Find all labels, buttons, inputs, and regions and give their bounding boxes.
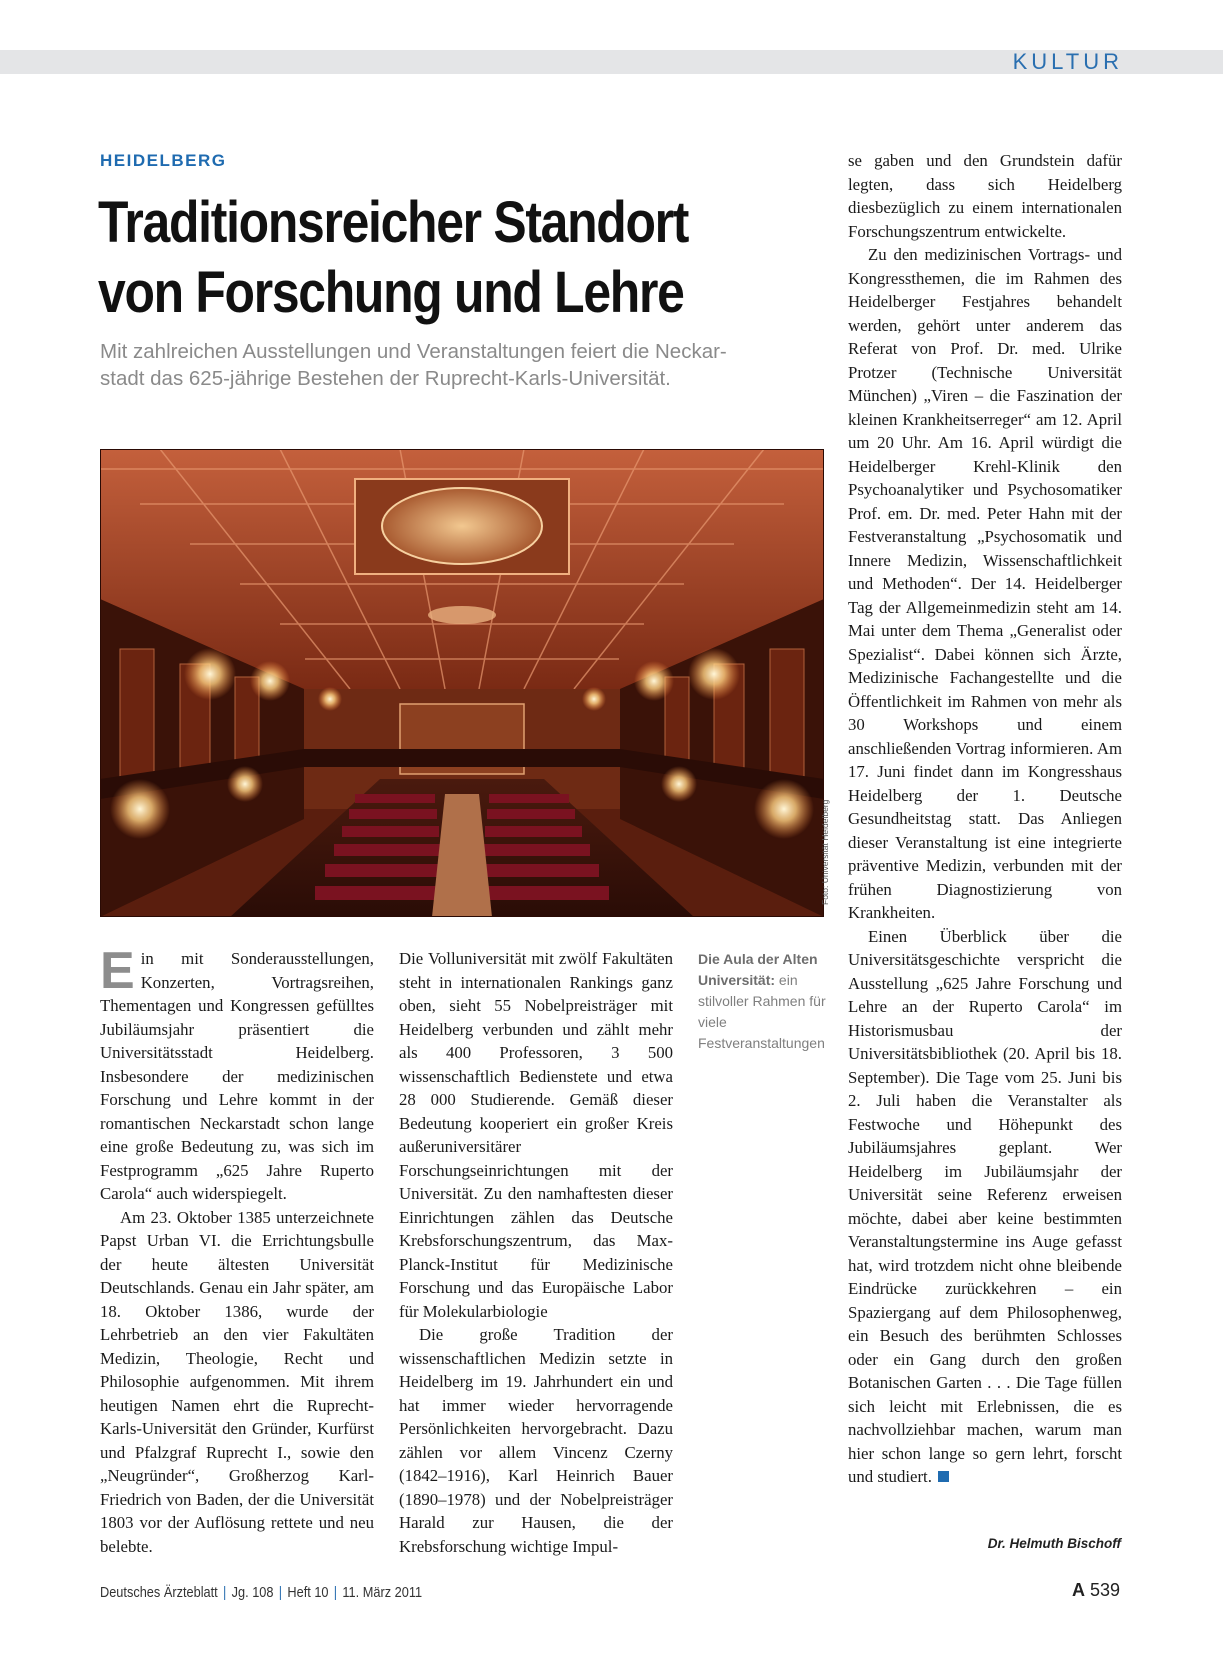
photo-credit: Foto: Universität Heidelberg	[820, 799, 830, 905]
article-headline	[98, 188, 717, 328]
deck-line: stadt das 625-jährige Bestehen der Ruprecht-Karls-Universität.	[100, 367, 671, 390]
body-column-3	[848, 149, 1122, 1489]
caption-text: ein stilvoller Rahmen für viele Festveranstaltungen	[698, 972, 826, 1051]
headline-line: von Forschung und Lehre	[98, 260, 684, 325]
body-paragraph	[100, 942, 374, 1206]
footer-date: 11. März 2011	[342, 1585, 423, 1601]
footer-separator: |	[278, 1585, 283, 1601]
page-number	[1072, 1580, 1120, 1601]
page-number-value: 539	[1089, 1580, 1120, 1600]
body-column-2	[399, 947, 673, 1558]
photo-caption	[698, 949, 828, 1054]
headline-line: Traditionsreicher Standort	[98, 190, 689, 255]
footer-separator: |	[333, 1585, 338, 1601]
body-column-1	[100, 942, 374, 1558]
deck-line: Mit zahlreichen Ausstellungen und Veranstaltungen feiert die Neckar-	[100, 340, 727, 363]
footer-publication: Deutsches Ärzteblatt	[100, 1585, 218, 1601]
aula-photo	[100, 449, 824, 917]
footer-separator: |	[223, 1585, 227, 1601]
body-paragraph: Die Volluniversität mit zwölf Fakultäten steht in internationalen Rankings ganz oben, sieht 55 Nobelpreisträger mit Heidelberg verbunden und zählt mehr als 400 Professoren, 3 500 wissenschaftlich Bedienstete und etwa 28 000 Studierende. Gemäß dieser Bedeutung kooperiert ein großer Kreis außeruniversitärer Forschungseinrichtungen mit der Universität. Zu den namhaftesten dieser Einrichtungen zählen das Deutsche Krebsforschungszentrum, das Max-Planck-Institut für Medizinische Forschung und das Europäische Labor für Molekularbiologie	[399, 949, 673, 1321]
body-paragraph	[848, 925, 1122, 1489]
drop-cap: E	[100, 942, 135, 1000]
section-label: KULTUR	[1012, 49, 1123, 74]
body-paragraph: Zu den medizinischen Vortrags- und Kongressthemen, die im Rahmen des Heidelberger Festjahres behandelt werden, gehört unter anderem das Referat von Prof. Dr. med. Ulrike Protzer (Technische Universität München) „Viren – die Faszination der kleinen Krankheitserreger“ am 12. April um 20 Uhr. Am 16. April würdigt die Heidelberger Krehl-Klinik den Psychoanalytiker und Psychosomatiker Prof. em. Dr. med. Peter Hahn mit der Festveranstaltung „Psychosomatik und Innere Medizin, Wissenschaftlichkeit und Methoden“. Der 14. Heidelberger Tag der Allgemeinmedizin steht am 14. Mai unter dem Thema „Generalist oder Spezialist“. Dabei können sich Ärzte, Medizinische Fachangestellte und die Öffentlichkeit im Rahmen von mehr als 30 Workshops und einem anschließenden Vortrag informieren. Am 17. Juni findet dann im Kongresshaus Heidelberg der 1. Deutsche Gesundheitstag statt. Das Anliegen dieser Veranstaltung ist eine integrierte präventive Medizin, verbunden mit der frühen Diagnostizierung von Krankheiten.	[848, 245, 1122, 922]
article-author: Dr. Helmuth Bischoff	[987, 1536, 1121, 1551]
footer-issue: Heft 10	[287, 1585, 329, 1601]
page-number-prefix: A	[1071, 1580, 1085, 1600]
page-footer	[100, 1585, 422, 1601]
paragraph-text: Einen Überblick über die Universitätsgeschichte verspricht die Ausstellung „625 Jahre Forschung und Lehre an der Ruperto Carola“ im Historismusbau der Universitätsbibliothek (20. April bis 18. September). Die Tage vom 25. Juni bis 2. Juli haben die Veranstalter als Festwoche und Höhepunkt des Jubiläumsjahres geplant. Wer Heidelberg im Jubiläumsjahr der Universität seine Referenz erweisen möchte, dabei aber keine bestimmten Veranstaltungstermine ins Auge gefasst hat, wird trotzdem nicht ohne bleibende Eindrücke zurückkehren – ein Spaziergang auf dem Philosophenweg, ein Besuch des berühmten Schlosses oder ein Gang durch den großen Botanischen Garten . . . Die Tage füllen sich leicht mit Erlebnissen, die es nachvollziehbar machen, warum man hier schon lange so gern lehrt, forscht und studiert.	[848, 926, 1122, 1486]
article-kicker: HEIDELBERG	[100, 151, 227, 170]
article-deck	[100, 338, 820, 392]
paragraph-text: in mit Sonderausstellungen, Konzerten, Vortragsreihen, Thementagen und Kongressen gefülltes Jubiläumsjahr präsentiert die Universitätsstadt Heidelberg. Insbesondere der medizinischen Forschung und Lehre kommt in der romantischen Neckarstadt schon lange eine große Bedeutung zu, was sich im Festprogramm „625 Jahre Ruperto Carola“ auch widerspiegelt.	[100, 949, 374, 1203]
end-of-article-square-icon	[938, 1471, 949, 1482]
body-paragraph: Die große Tradition der wissenschaftlichen Medizin setzte in Heidelberg im 19. Jahrhundert ein und hat immer wieder hervorragende Persönlichkeiten hervorgebracht. Dazu zählen vor allem Vincenz Czerny (1842–1916), Karl Heinrich Bauer (1890–1978) und der Nobelpreisträger Harald zur Hausen, die der Krebsforschung wichtige Impul-	[399, 1325, 673, 1556]
footer-volume: Jg. 108	[231, 1585, 274, 1601]
body-paragraph: Am 23. Oktober 1385 unterzeichnete Papst Urban VI. die Errichtungsbulle der heute ältesten Universität Deutschlands. Genau ein Jahr später, am 18. Oktober 1386, wurde der Lehrbetrieb an den vier Fakultäten Medizin, Theologie, Recht und Philosophie aufgenommen. Mit ihrem heutigen Namen ehrt die Ruprecht-Karls-Universität den Gründer, Kurfürst und Pfalzgraf Ruprecht I., sowie den „Neugründer“, Großherzog Karl-Friedrich von Baden, der die Universität 1803 vor der Auflösung rettete und neu belebte.	[100, 1207, 374, 1556]
caption-title: Die Aula der Alten Universität:	[698, 951, 818, 988]
body-paragraph: se gaben und den Grundstein dafür legten, dass sich Heidelberg diesbezüglich zu einem internationalen Forschungszentrum entwickelte.	[848, 151, 1122, 241]
aula-photo-illustration	[100, 449, 824, 917]
